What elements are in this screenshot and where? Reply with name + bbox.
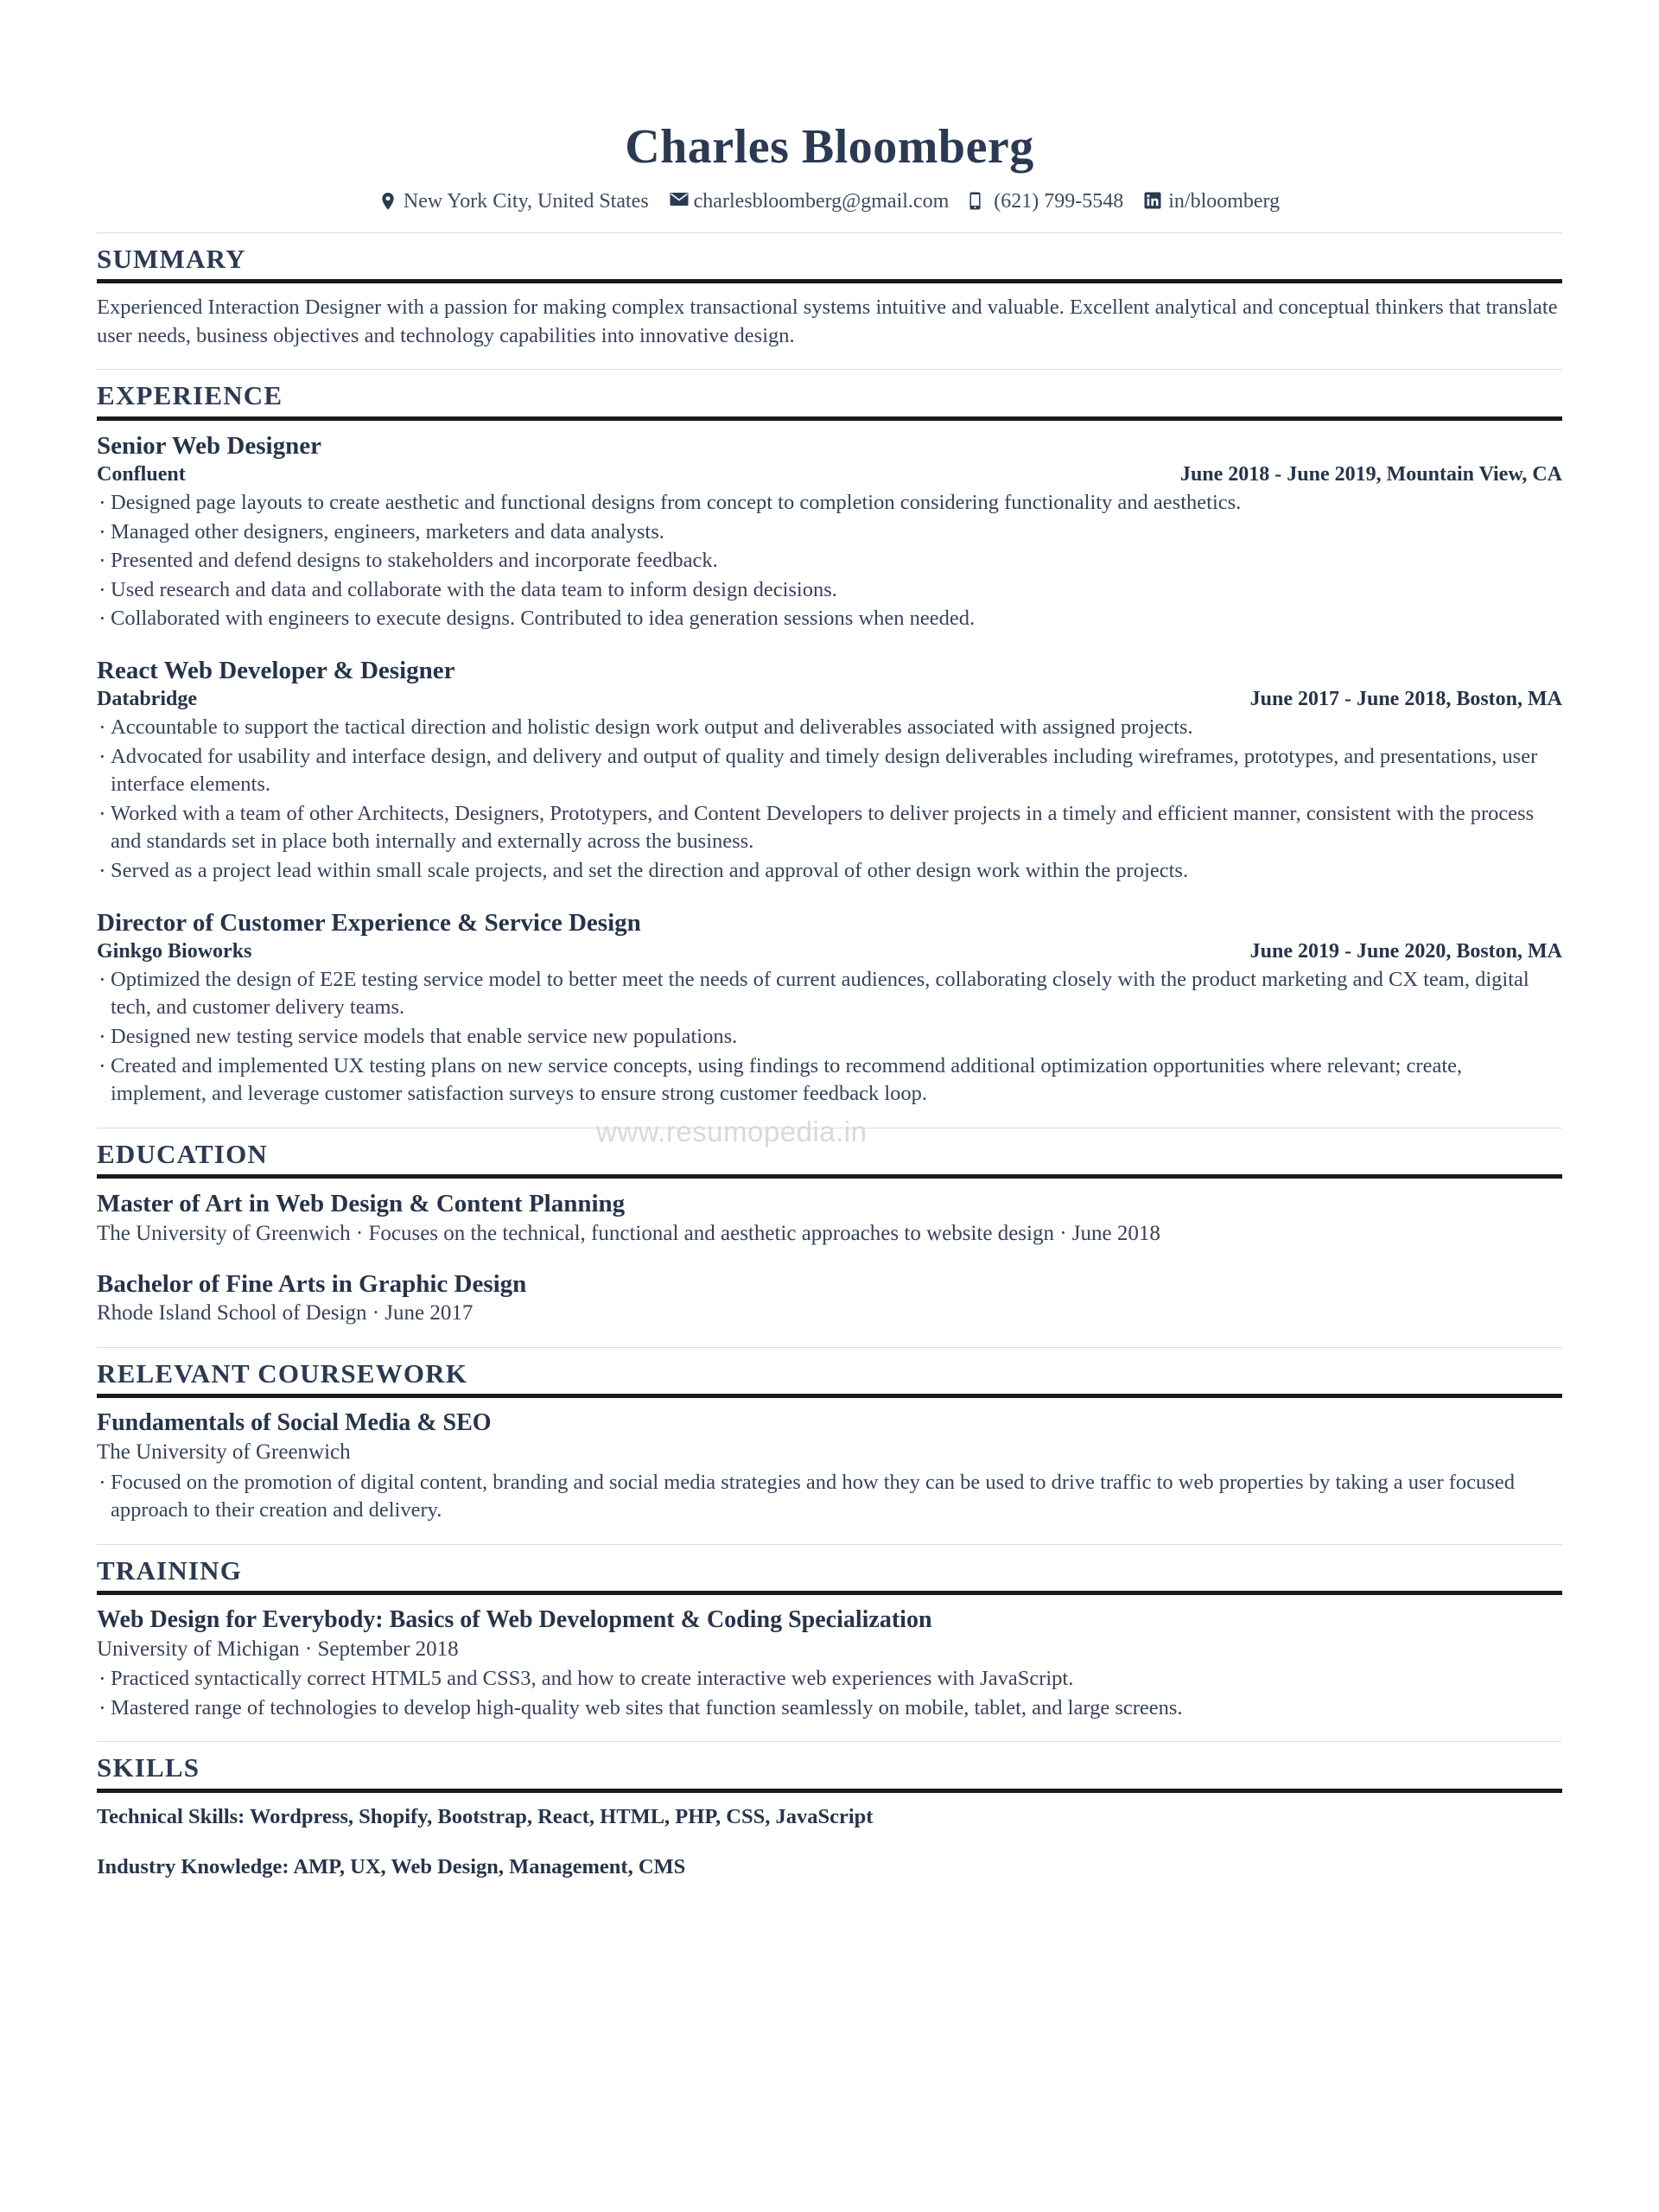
coursework-title: Fundamentals of Social Media & SEO [97, 1409, 492, 1437]
education-details: The University of Greenwich · Focuses on the technical, functional and aesthetic approaches to website design · June 2018 [97, 1222, 1160, 1246]
education-entry [97, 1269, 1562, 1328]
section-rule [97, 1394, 1562, 1398]
section-coursework [97, 1347, 1562, 1525]
section-rule [97, 279, 1562, 283]
education-details: Rhode Island School of Design · June 2017 [97, 1301, 474, 1325]
job-meta [97, 461, 1562, 487]
contact-email-text: charlesbloomberg@gmail.com [693, 189, 950, 213]
contact-location [379, 190, 649, 213]
summary-text: Experienced Interaction Designer with a passion for making complex transactional systems intuitive and valuable. Excellent analytical and conceptual thinkers that translate user needs, business objectives and technology capabilities into innovative design. [97, 296, 1558, 347]
contact-email[interactable] [670, 190, 950, 213]
contact-location-text: New York City, United States [403, 189, 649, 213]
contact-line [97, 190, 1562, 213]
job-meta [97, 686, 1562, 712]
job-bullet: · Served as a project lead within small scale projects, and set the direction and approval of other design work within the projects. [97, 857, 1562, 886]
training-bullet: · Mastered range of technologies to develop high-quality web sites that function seamlessly on mobile, tablet, and large screens. [97, 1694, 1562, 1723]
job-bullet: · Collaborated with engineers to execute designs. Contributed to idea generation sessions when needed. [97, 605, 1562, 633]
job-bullet: · Created and implemented UX testing plans on new service concepts, using findings to recommend additional optimization opportunities where relevant; create, implement, and leverage customer satisfaction surveys to ensure strong customer feedback loop. [97, 1052, 1562, 1109]
job-meta [97, 938, 1562, 964]
job-bullet: · Designed new testing service models that enable service new populations. [97, 1023, 1562, 1052]
job-bullet: · Managed other designers, engineers, marketers and data analysts. [97, 518, 1562, 547]
training-bullets [97, 1665, 1562, 1722]
section-divider [97, 369, 1562, 370]
experience-entry [97, 431, 1562, 633]
section-divider [97, 1347, 1562, 1348]
job-bullet: · Designed page layouts to create aesthetic and functional designs from concept to completion considering functionality and aesthetics. [97, 489, 1562, 518]
section-divider [97, 1544, 1562, 1545]
job-bullets [97, 714, 1562, 885]
job-bullet: · Used research and data and collaborate with the data team to inform design decisions. [97, 576, 1562, 605]
section-title-education: EDUCATION [97, 1138, 268, 1169]
training-bullet: · Practiced syntactically correct HTML5 and CSS3, and how to create interactive web experiences with JavaScript. [97, 1665, 1562, 1694]
job-title: React Web Developer & Designer [97, 656, 455, 684]
job-bullet: · Accountable to support the tactical direction and holistic design work output and deliverables associated with assigned projects. [97, 714, 1562, 742]
phone-icon [969, 192, 987, 211]
section-rule [97, 416, 1562, 421]
section-title-experience: EXPERIENCE [97, 380, 283, 411]
job-bullet: · Worked with a team of other Architects, Designers, Prototypers, and Content Developers to deliver projects in a timely and efficient manner, consistent with the process and standards set in place both internally and externally across the business. [97, 800, 1562, 856]
training-title: Web Design for Everybody: Basics of Web Development & Coding Specialization [97, 1606, 932, 1634]
section-training [97, 1544, 1562, 1723]
section-education [97, 1128, 1562, 1328]
section-title-skills: SKILLS [97, 1752, 200, 1783]
linkedin-icon [1144, 192, 1161, 211]
job-company: Databridge [97, 688, 197, 711]
coursework-institution: The University of Greenwich [97, 1440, 351, 1465]
contact-phone-text: (621) 799-5548 [994, 189, 1124, 213]
training-entry [97, 1605, 1562, 1722]
location-pin-icon [379, 192, 397, 211]
section-divider [97, 232, 1562, 233]
experience-entry [97, 656, 1562, 886]
skills-industry: Industry Knowledge: AMP, UX, Web Design, Management, CMS [97, 1854, 686, 1878]
resume-header [97, 0, 1562, 213]
coursework-bullets [97, 1469, 1562, 1525]
job-bullet: · Presented and defend designs to stakeholders and incorporate feedback. [97, 547, 1562, 575]
coursework-bullet: · Focused on the promotion of digital content, branding and social media strategies and how they can be used to drive traffic to web properties by taking a user focused approach to their creation and delivery. [97, 1469, 1562, 1525]
job-company: Ginkgo Bioworks [97, 939, 252, 963]
section-rule [97, 1789, 1562, 1793]
job-bullet: · Optimized the design of E2E testing service model to better meet the needs of current audiences, collaborating closely with the product marketing and CX team, digital tech, and customer delivery teams. [97, 966, 1562, 1022]
section-rule [97, 1591, 1562, 1595]
section-experience [97, 369, 1562, 1108]
contact-phone[interactable] [969, 190, 1123, 213]
section-divider [97, 1741, 1562, 1742]
section-skills [97, 1741, 1562, 1880]
job-bullets [97, 489, 1562, 633]
candidate-name: Charles Bloomberg [625, 120, 1034, 174]
coursework-entry [97, 1408, 1562, 1524]
contact-linkedin-text: in/bloomberg [1168, 189, 1281, 213]
site-watermark: www.resumopedia.in [596, 1116, 868, 1147]
education-degree: Bachelor of Fine Arts in Graphic Design [97, 1269, 527, 1298]
section-title-coursework: RELEVANT COURSEWORK [97, 1357, 468, 1389]
section-title-training: TRAINING [97, 1554, 243, 1586]
training-institution: University of Michigan · September 2018 [97, 1637, 459, 1661]
education-entry [97, 1189, 1562, 1248]
contact-linkedin[interactable] [1144, 190, 1280, 213]
job-dates-location: June 2019 - June 2020, Boston, MA [1249, 939, 1562, 963]
section-title-summary: SUMMARY [97, 243, 246, 274]
job-title: Director of Customer Experience & Service Design [97, 908, 641, 937]
experience-entry [97, 908, 1562, 1109]
job-title: Senior Web Designer [97, 431, 321, 460]
skills-technical: Technical Skills: Wordpress, Shopify, Bootstrap, React, HTML, PHP, CSS, JavaScript [97, 1805, 874, 1829]
job-bullets [97, 966, 1562, 1109]
section-summary [97, 232, 1562, 351]
envelope-icon [670, 192, 687, 211]
job-dates-location: June 2018 - June 2019, Mountain View, CA [1179, 463, 1562, 486]
job-company: Confluent [97, 463, 186, 486]
job-bullet: · Advocated for usability and interface design, and delivery and output of quality and timely design deliverables including wireframes, prototypes, and presentations, user interface elements. [97, 743, 1562, 799]
job-dates-location: June 2017 - June 2018, Boston, MA [1249, 688, 1562, 711]
section-rule [97, 1174, 1562, 1179]
education-degree: Master of Art in Web Design & Content Planning [97, 1190, 626, 1218]
